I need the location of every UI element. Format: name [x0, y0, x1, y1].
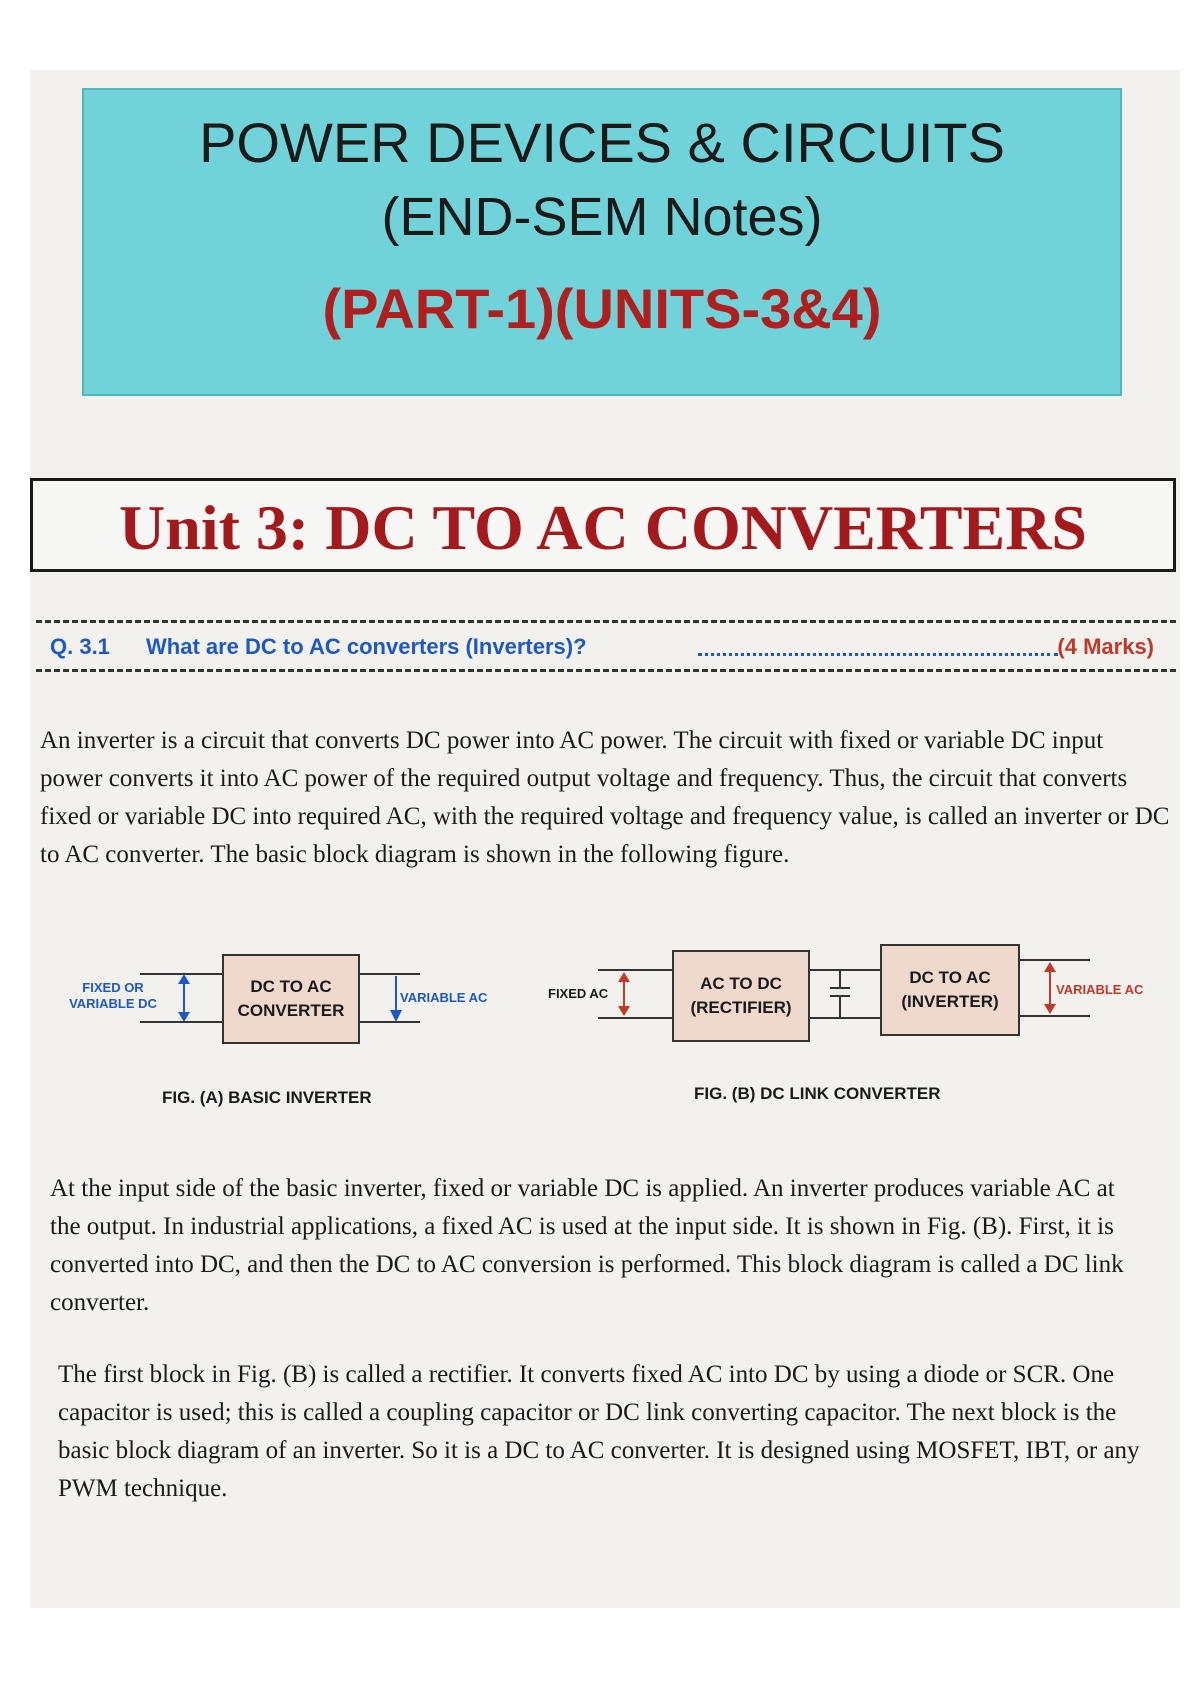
second-paragraph — [50, 1170, 1130, 1322]
fig-a-caption: FIG. (A) BASIC INVERTER — [162, 1088, 372, 1107]
fig-a-input-arrow-head-up — [178, 974, 190, 984]
intro-text: An inverter is a circuit that converts DC power into AC power. The circuit with fixed or variable DC input power converts it into AC power of the required output voltage and frequency. Thus, the circuit that converts fixed or variable DC into required AC, with the required voltage and frequency value, is called an inverter or DC to AC converter. The basic block diagram is shown in the following figure. — [40, 727, 1170, 868]
third-paragraph — [58, 1356, 1148, 1508]
unit-heading-box — [30, 478, 1176, 572]
dotted-leader — [698, 653, 1058, 658]
question-marks: (4 Marks) — [1057, 634, 1154, 659]
fig-b-caption: FIG. (B) DC LINK CONVERTER — [694, 1084, 941, 1103]
fig-b-output-arrow-head-up — [1044, 962, 1056, 972]
fig-b-output-arrow-head-down — [1044, 1004, 1056, 1014]
fig-a-output-label: VARIABLE AC — [400, 990, 488, 1005]
fig-a-input-label: FIXED OR VARIABLE DC — [69, 980, 157, 1011]
title-banner — [82, 88, 1122, 396]
block-diagram — [0, 930, 1200, 1130]
second-text: At the input side of the basic inverter, fixed or variable DC is applied. An inverter produces variable AC at the output. In industrial applications, a fixed AC is used at the input side. It is shown in Fig. (B). First, it is converted into DC, and then the DC to AC conversion is performed. This block diagram is called a DC link converter. — [50, 1175, 1124, 1316]
fig-a-converter-block: DC TO AC CONVERTER — [222, 954, 360, 1044]
unit-title: Unit 3: DC TO AC CONVERTERS — [119, 492, 1087, 563]
question-heading — [36, 620, 1176, 672]
fig-b-rectifier-block: AC TO DC (RECTIFIER) — [672, 950, 810, 1042]
fig-a-output-arrow-head — [390, 1010, 402, 1022]
question-number: Q. 3.1 — [50, 634, 110, 659]
fig-a-input-arrow-head-down — [178, 1012, 190, 1022]
third-text: The first block in Fig. (B) is called a rectifier. It converts fixed AC into DC by using a diode or SCR. One capacitor is used; this is called a coupling capacitor or DC link converting capacitor. The next block is the basic block diagram of an inverter. So it is a DC to AC converter. It is designed using MOSFET, IBT, or any PWM technique. — [58, 1361, 1140, 1502]
fig-b-input-arrow-head-down — [618, 1006, 630, 1016]
bottom-margin — [0, 1608, 1200, 1698]
intro-paragraph — [40, 722, 1170, 874]
question-text: What are DC to AC converters (Inverters)? — [146, 634, 587, 659]
fig-b-output-label: VARIABLE AC — [1056, 982, 1144, 997]
document-part: (PART-1)(UNITS-3&4) — [322, 277, 882, 340]
document-title: POWER DEVICES & CIRCUITS — [199, 111, 1005, 174]
fig-b-input-label: FIXED AC — [548, 986, 609, 1001]
document-subtitle: (END-SEM Notes) — [381, 187, 823, 247]
fig-b-input-arrow-head-up — [618, 972, 630, 982]
fig-b-inverter-block: DC TO AC (INVERTER) — [880, 944, 1020, 1036]
